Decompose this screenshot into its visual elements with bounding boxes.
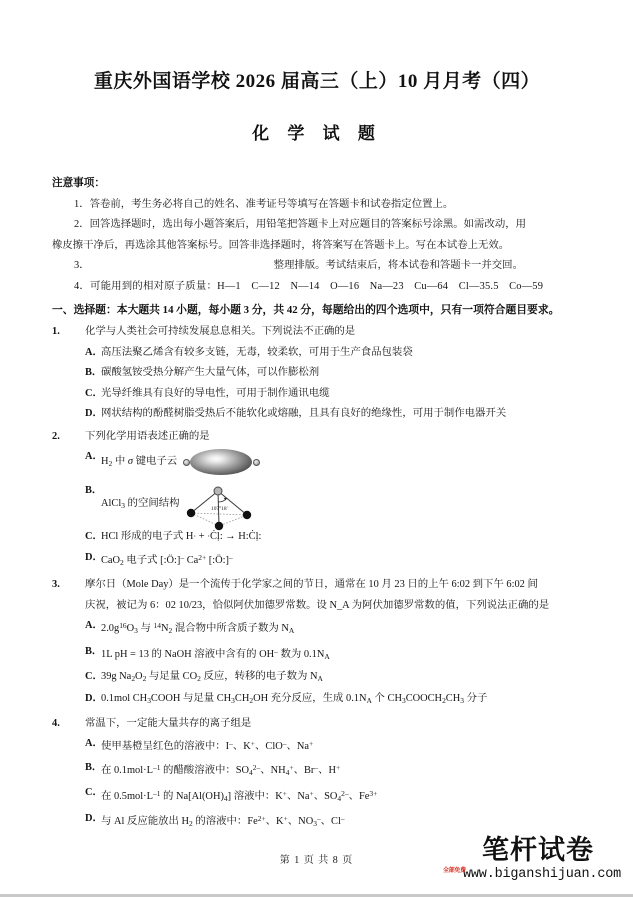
question-4-option-b [52, 758, 582, 784]
question-3-option-b-label: B． [85, 645, 103, 657]
question-1-option-c-label: C． [85, 387, 103, 399]
notice-item-3-num: 3． [74, 260, 90, 271]
question-3-option-a-text: $2.0g^{16}O_3$ 与 $^{14}N_2$ 混合物中所含质子数为 $N_A$ [101, 621, 295, 635]
question-1-option-d [52, 404, 582, 425]
watermark-url-row [441, 865, 622, 882]
question-3-option-c-text: 39g $Na_2O_2$ 与足量 $CO_2$ 反应，转移的电子数为 $N_A$ [101, 671, 323, 683]
question-2-option-b [52, 481, 582, 527]
page-footer: 第 1 页 共 8 页 [279, 855, 354, 866]
sigma-electron-cloud-figure [179, 447, 265, 477]
question-3-option-c [52, 667, 582, 689]
question-3-number: 3. [52, 579, 60, 590]
question-4-option-b-label: B． [85, 761, 103, 773]
question-3-stem-text-continuation: 庆祝，被记为 6：02 10/23，恰似阿伏加德罗常数。设 N_A 为阿伏加德罗常数的值，下列说法正确的是 [85, 599, 550, 611]
question-1-option-a-label: A． [85, 346, 103, 358]
question-1-option-b-label: B． [85, 367, 103, 378]
question-2-option-b-label: B． [85, 485, 103, 496]
question-4-stem [52, 714, 582, 735]
question-1-stem [52, 322, 582, 343]
question-3-option-b [52, 642, 582, 668]
notice-item-1 [52, 195, 582, 216]
question-2-option-d [52, 548, 582, 574]
notice-item-1-text: 答卷前，考生务必将自己的姓名、准考证号等填写在答题卡和试卷指定位置上。 [89, 198, 454, 210]
question-1-option-b [52, 363, 582, 384]
question-3-option-a-label: A． [85, 620, 103, 631]
atomic-masses-label: 4．可能用到的相对原子质量： [74, 280, 218, 292]
question-3-option-d [52, 689, 582, 711]
question-2-stem-text: 下列化学用语表述正确的是 [85, 430, 210, 442]
question-4-option-d [52, 809, 582, 835]
question-2-option-a-label: A． [85, 451, 103, 462]
section-heading-multiple-choice: 一、选择题：本大题共 14 小题，每小题 3 分，共 42 分，每题给出的四个选项中，只有一项符合题目要求。 [52, 304, 560, 316]
question-2-option-b-text: AlCl$_3$ 的空间结构 [101, 498, 180, 511]
question-1 [52, 322, 582, 425]
watermark-brand: 笔杆试卷 [482, 835, 594, 866]
question-3-option-d-label: D． [85, 693, 103, 705]
question-3-option-a [52, 616, 582, 642]
question-3 [52, 575, 582, 712]
question-1-option-b-text: 碳酸氢铵受热分解产生大量气体，可以作膨松剂 [101, 367, 320, 378]
notice-item-2-text: 回答选择题时，选出每小题答案后，用铅笔把答题卡上对应题目的答案标号涂黑。如需改动，用 [89, 219, 526, 230]
notice-item-4 [52, 277, 582, 298]
question-4 [52, 714, 582, 835]
question-3-option-c-label: C． [85, 671, 103, 682]
question-1-number: 1. [52, 326, 60, 337]
question-1-option-d-text: 网状结构的酚醛树脂受热后不能软化或熔融，且具有良好的绝缘性，可用于制作电器开关 [101, 408, 507, 419]
question-2-option-a [52, 447, 582, 481]
question-3-stem-text: 摩尔日（Mole Day）是一个流传于化学家之间的节日，通常在 10 月 23 日的上午 6:02 到下午 6:02 间 [85, 579, 538, 590]
question-2-option-c [52, 527, 582, 548]
question-2-option-c-text: HCl 形成的电子式 H· + ·Ċḷ: → H:Ċḷ: [101, 531, 262, 542]
question-2-option-c-label: C． [85, 531, 103, 542]
question-3-stem [52, 575, 582, 616]
question-1-option-c-text: 光导纤维具有良好的导电性，可用于制作通讯电缆 [101, 387, 330, 399]
question-2-number: 2. [52, 430, 60, 442]
watermark [441, 835, 622, 882]
notice-item-2-continuation: 橡皮擦干净后，再选涂其他答案标号。回答非选择题时，将答案写在答题卡上。写在本试卷上无效。 [52, 239, 510, 251]
question-1-option-d-label: D． [85, 408, 103, 419]
question-4-number: 4. [52, 717, 60, 729]
alcl3-svg [181, 485, 261, 531]
question-4-option-a [52, 734, 582, 758]
question-4-option-b-text: 在 $0.1mol\cdot L^{-1}$ 的醋酸溶液中：$SO_4^{2-}$、$NH_4^+$、Br–、H+ [101, 762, 341, 777]
sigma-cloud-shape [190, 449, 252, 475]
question-1-option-a-text: 高压法聚乙烯含有较多支链，无毒，较柔软，可用于生产食品包装袋 [101, 346, 413, 358]
notice-item-1-num: 1． [74, 198, 90, 210]
alcl3-bond-angle-label: 107°18′ [210, 506, 228, 512]
question-4-option-c [52, 783, 582, 809]
page-title: 重庆外国语学校 2026 届高三（上）10 月月考（四） [93, 71, 541, 92]
watermark-free-tag: 全部免费 [443, 867, 466, 874]
question-2-stem [52, 427, 582, 448]
question-2 [52, 427, 582, 574]
atomic-masses-values: H—1 C—12 N—14 O—16 Na—23 Cu—64 Cl—35.5 Co—59 [217, 280, 544, 292]
sigma-left-atom-icon [183, 459, 190, 466]
notice-heading: 注意事项： [52, 178, 105, 189]
question-4-option-c-label: C． [85, 787, 103, 799]
question-1-option-a [52, 343, 582, 364]
question-1-option-c [52, 384, 582, 405]
question-3-option-d-text: 0.1mol $CH_3COOH$ 与足量 $CH_3CH_2OH$ 充分反应，生成 $0.1N_A$ 个 $CH_3COOCH_2CH_3$ 分子 [101, 693, 488, 706]
question-4-option-a-label: A． [85, 738, 103, 750]
page-content [52, 0, 582, 834]
question-3-option-b-text: 1L pH = 13 的 NaOH 溶液中含有的 OH– 数为 $0.1N_A$ [101, 646, 330, 661]
page-subtitle: 化 学 试 题 [252, 124, 382, 143]
watermark-url: www.biganshijuan.com [463, 867, 622, 882]
notice-item-2 [52, 215, 582, 236]
question-4-option-c-text: 在 $0.5mol\cdot L^{-1}$ 的 $Na[Al(OH)_4]$ 溶液中：K+、Na+、$SO_4^{2-}$、$Fe^{3+}$ [101, 788, 378, 803]
sigma-right-atom-icon [253, 459, 260, 466]
question-2-option-a-text: $H_2$ 中 σ 键电子云 [101, 456, 178, 469]
notice-section [52, 174, 582, 297]
question-1-stem-text: 化学与人类社会可持续发展息息相关。下列说法不正确的是 [85, 326, 356, 337]
question-4-option-d-label: D． [85, 812, 103, 824]
notice-item-3-text: 整理排版。考试结束后，将本试卷和答题卡一并交回。 [273, 260, 523, 271]
notice-item-3 [52, 256, 582, 277]
notice-item-2-num: 2． [74, 219, 90, 230]
alcl3-pyramid-figure [181, 485, 261, 531]
question-2-option-d-text: CaO$_2$ 电子式 [:Ö:]– $Ca^{2+}$ [:Ö:]– [101, 552, 233, 567]
question-4-stem-text: 常温下，一定能大量共存的离子组是 [85, 717, 252, 729]
question-4-option-a-text: 使甲基橙呈红色的溶液中：I–、K+、ClO–、Na+ [101, 739, 314, 753]
question-4-option-d-text: 与 Al 反应能放出 $H_2$ 的溶液中：$Fe^{2+}$、K+、$NO_3^-$、Cl– [101, 813, 345, 828]
question-2-option-d-label: D． [85, 551, 103, 563]
